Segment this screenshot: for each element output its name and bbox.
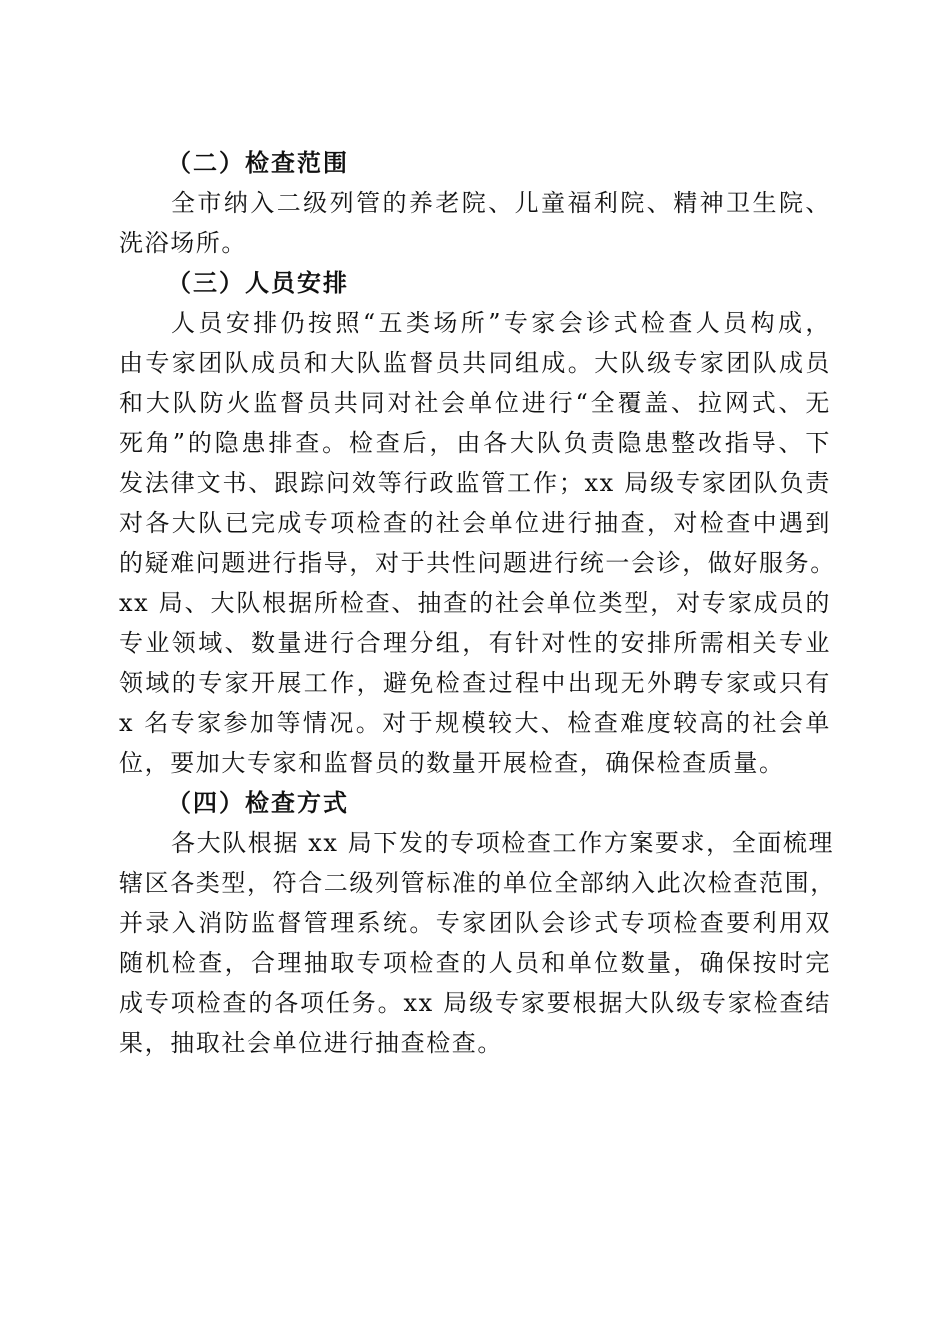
paragraph-line: xx 局、大队根据所检查、抽查的社会单位类型，对专家成员的 xyxy=(119,589,831,617)
section-paragraph-personnel xyxy=(119,303,836,783)
paragraph-line: x 名专家参加等情况。对于规模较大、检查难度较高的社会单 xyxy=(119,709,831,737)
paragraph-line: 并录入消防监督管理系统。专家团队会诊式专项检查要利用双 xyxy=(119,909,831,937)
document-body xyxy=(119,143,836,1063)
paragraph-line: 对各大队已完成专项检查的社会单位进行抽查，对检查中遇到 xyxy=(119,509,831,537)
section-paragraph-method xyxy=(119,823,836,1063)
paragraph-line: 专业领域、数量进行合理分组，有针对性的安排所需相关专业 xyxy=(119,629,831,657)
paragraph-line: 的疑难问题进行指导，对于共性问题进行统一会诊，做好服务。 xyxy=(119,549,836,577)
paragraph-line: 领域的专家开展工作，避免检查过程中出现无外聘专家或只有 xyxy=(119,669,831,697)
section-heading-method: （四）检查方式 xyxy=(167,789,349,817)
paragraph-line: 各大队根据 xx 局下发的专项检查工作方案要求，全面梳理 xyxy=(171,829,835,857)
paragraph-line: 死角”的隐患排查。检查后，由各大队负责隐患整改指导、下 xyxy=(119,429,831,457)
paragraph-line: 成专项检查的各项任务。xx 局级专家要根据大队级专家检查结 xyxy=(119,989,831,1017)
paragraph-line: 发法律文书、跟踪问效等行政监管工作；xx 局级专家团队负责 xyxy=(119,469,831,497)
paragraph-line: 和大队防火监督员共同对社会单位进行“全覆盖、拉网式、无 xyxy=(119,389,831,417)
paragraph-line: 由专家团队成员和大队监督员共同组成。大队级专家团队成员 xyxy=(119,349,831,377)
paragraph-line: 果，抽取社会单位进行抽查检查。 xyxy=(119,1029,503,1057)
paragraph-line: 人员安排仍按照“五类场所”专家会诊式检查人员构成， xyxy=(171,309,831,337)
paragraph-line: 全市纳入二级列管的养老院、儿童福利院、精神卫生院、 xyxy=(171,189,831,217)
paragraph-line: 洗浴场所。 xyxy=(119,229,247,257)
paragraph-line: 位，要加大专家和监督员的数量开展检查，确保检查质量。 xyxy=(119,749,785,777)
paragraph-line: 辖区各类型，符合二级列管标准的单位全部纳入此次检查范围， xyxy=(119,869,836,897)
section-paragraph-scope xyxy=(119,183,831,263)
section-heading-personnel: （三）人员安排 xyxy=(167,269,349,297)
section-heading-scope: （二）检查范围 xyxy=(167,149,349,177)
paragraph-line: 随机检查，合理抽取专项检查的人员和单位数量，确保按时完 xyxy=(119,949,831,977)
